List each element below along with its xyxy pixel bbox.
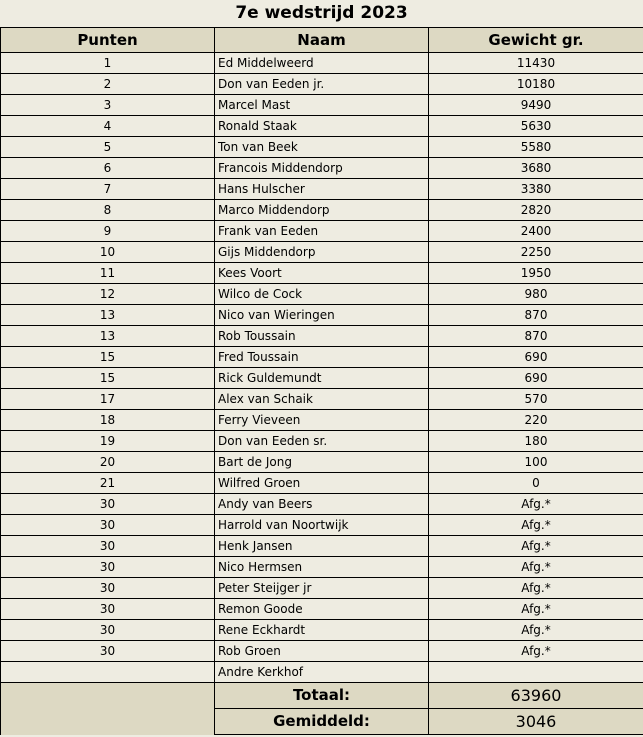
table-row [1, 200, 643, 221]
cell-name: Rene Eckhardt [215, 620, 429, 641]
table-row [1, 95, 643, 116]
cell-points: 30 [1, 641, 215, 662]
cell-name: Ronald Staak [215, 116, 429, 137]
cell-name: Ton van Beek [215, 137, 429, 158]
results-body [1, 53, 643, 683]
cell-points: 12 [1, 284, 215, 305]
average-row [1, 709, 643, 735]
cell-name: Ed Middelweerd [215, 53, 429, 74]
cell-points: 15 [1, 347, 215, 368]
cell-points: 3 [1, 95, 215, 116]
table-row [1, 641, 643, 662]
cell-name: Alex van Schaik [215, 389, 429, 410]
cell-name: Kees Voort [215, 263, 429, 284]
cell-name: Francois Middendorp [215, 158, 429, 179]
cell-points: 10 [1, 242, 215, 263]
cell-points: 6 [1, 158, 215, 179]
cell-weight: 870 [429, 305, 643, 326]
table-row [1, 368, 643, 389]
table-row [1, 599, 643, 620]
cell-name: Andy van Beers [215, 494, 429, 515]
total-spacer [1, 683, 215, 709]
cell-points: 20 [1, 452, 215, 473]
table-row [1, 452, 643, 473]
cell-weight: Afg.* [429, 578, 643, 599]
table-row [1, 557, 643, 578]
average-value: 3046 [429, 709, 643, 735]
cell-points: 5 [1, 137, 215, 158]
cell-name: Harrold van Noortwijk [215, 515, 429, 536]
total-value: 63960 [429, 683, 643, 709]
table-row [1, 536, 643, 557]
cell-name: Hans Hulscher [215, 179, 429, 200]
cell-name: Wilfred Groen [215, 473, 429, 494]
cell-weight: 2250 [429, 242, 643, 263]
table-row [1, 389, 643, 410]
cell-weight: 870 [429, 326, 643, 347]
cell-weight: 2400 [429, 221, 643, 242]
table-row [1, 326, 643, 347]
header-row [1, 28, 643, 53]
table-row [1, 74, 643, 95]
cell-name: Gijs Middendorp [215, 242, 429, 263]
cell-points: 1 [1, 53, 215, 74]
cell-points: 19 [1, 431, 215, 452]
cell-weight: Afg.* [429, 494, 643, 515]
cell-points: 13 [1, 326, 215, 347]
cell-points: 30 [1, 620, 215, 641]
cell-weight: 2820 [429, 200, 643, 221]
cell-points: 9 [1, 221, 215, 242]
cell-weight: 10180 [429, 74, 643, 95]
cell-points: 30 [1, 557, 215, 578]
cell-points: 7 [1, 179, 215, 200]
cell-name: Marcel Mast [215, 95, 429, 116]
cell-weight: Afg.* [429, 515, 643, 536]
cell-weight: 11430 [429, 53, 643, 74]
cell-points: 4 [1, 116, 215, 137]
cell-points: 30 [1, 536, 215, 557]
cell-weight: 220 [429, 410, 643, 431]
cell-points: 18 [1, 410, 215, 431]
table-row [1, 662, 643, 683]
header-name: Naam [215, 28, 429, 53]
cell-name: Andre Kerkhof [215, 662, 429, 683]
cell-name: Ferry Vieveen [215, 410, 429, 431]
cell-weight: 3380 [429, 179, 643, 200]
header-points: Punten [1, 28, 215, 53]
cell-points: 13 [1, 305, 215, 326]
total-label: Totaal: [215, 683, 429, 709]
cell-weight: 100 [429, 452, 643, 473]
cell-weight: 980 [429, 284, 643, 305]
table-row [1, 515, 643, 536]
cell-points: 11 [1, 263, 215, 284]
cell-name: Don van Eeden jr. [215, 74, 429, 95]
average-label: Gemiddeld: [215, 709, 429, 735]
table-row [1, 221, 643, 242]
cell-weight: Afg.* [429, 536, 643, 557]
table-row [1, 53, 643, 74]
cell-points: 30 [1, 515, 215, 536]
table-row [1, 473, 643, 494]
cell-name: Marco Middendorp [215, 200, 429, 221]
cell-name: Don van Eeden sr. [215, 431, 429, 452]
cell-weight [429, 662, 643, 683]
cell-weight: Afg.* [429, 620, 643, 641]
cell-name: Rob Groen [215, 641, 429, 662]
cell-weight: 180 [429, 431, 643, 452]
cell-weight: 690 [429, 347, 643, 368]
cell-points: 30 [1, 578, 215, 599]
cell-points: 8 [1, 200, 215, 221]
cell-weight: 9490 [429, 95, 643, 116]
cell-name: Rick Guldemundt [215, 368, 429, 389]
table-row [1, 263, 643, 284]
cell-points: 2 [1, 74, 215, 95]
table-row [1, 305, 643, 326]
average-spacer [1, 709, 215, 735]
page-title: 7e wedstrijd 2023 [235, 3, 408, 23]
table-row [1, 116, 643, 137]
cell-name: Henk Jansen [215, 536, 429, 557]
table-row [1, 494, 643, 515]
cell-name: Fred Toussain [215, 347, 429, 368]
cell-name: Nico van Wieringen [215, 305, 429, 326]
table-row [1, 347, 643, 368]
cell-points [1, 662, 215, 683]
cell-weight: 5630 [429, 116, 643, 137]
table-row [1, 158, 643, 179]
cell-weight: 690 [429, 368, 643, 389]
cell-points: 21 [1, 473, 215, 494]
cell-weight: 1950 [429, 263, 643, 284]
table-row [1, 410, 643, 431]
total-row [1, 683, 643, 709]
table-row [1, 620, 643, 641]
cell-name: Peter Steijger jr [215, 578, 429, 599]
table-row [1, 284, 643, 305]
cell-points: 30 [1, 599, 215, 620]
cell-points: 17 [1, 389, 215, 410]
cell-points: 15 [1, 368, 215, 389]
table-row [1, 431, 643, 452]
table-row [1, 179, 643, 200]
cell-name: Remon Goode [215, 599, 429, 620]
cell-weight: Afg.* [429, 641, 643, 662]
table-row [1, 578, 643, 599]
cell-weight: Afg.* [429, 599, 643, 620]
cell-weight: 3680 [429, 158, 643, 179]
cell-weight: 570 [429, 389, 643, 410]
results-table [0, 27, 643, 735]
table-row [1, 242, 643, 263]
cell-weight: Afg.* [429, 557, 643, 578]
cell-weight: 0 [429, 473, 643, 494]
cell-weight: 5580 [429, 137, 643, 158]
cell-name: Frank van Eeden [215, 221, 429, 242]
header-weight: Gewicht gr. [429, 28, 643, 53]
cell-points: 30 [1, 494, 215, 515]
cell-name: Rob Toussain [215, 326, 429, 347]
cell-name: Nico Hermsen [215, 557, 429, 578]
cell-name: Wilco de Cock [215, 284, 429, 305]
cell-name: Bart de Jong [215, 452, 429, 473]
table-row [1, 137, 643, 158]
